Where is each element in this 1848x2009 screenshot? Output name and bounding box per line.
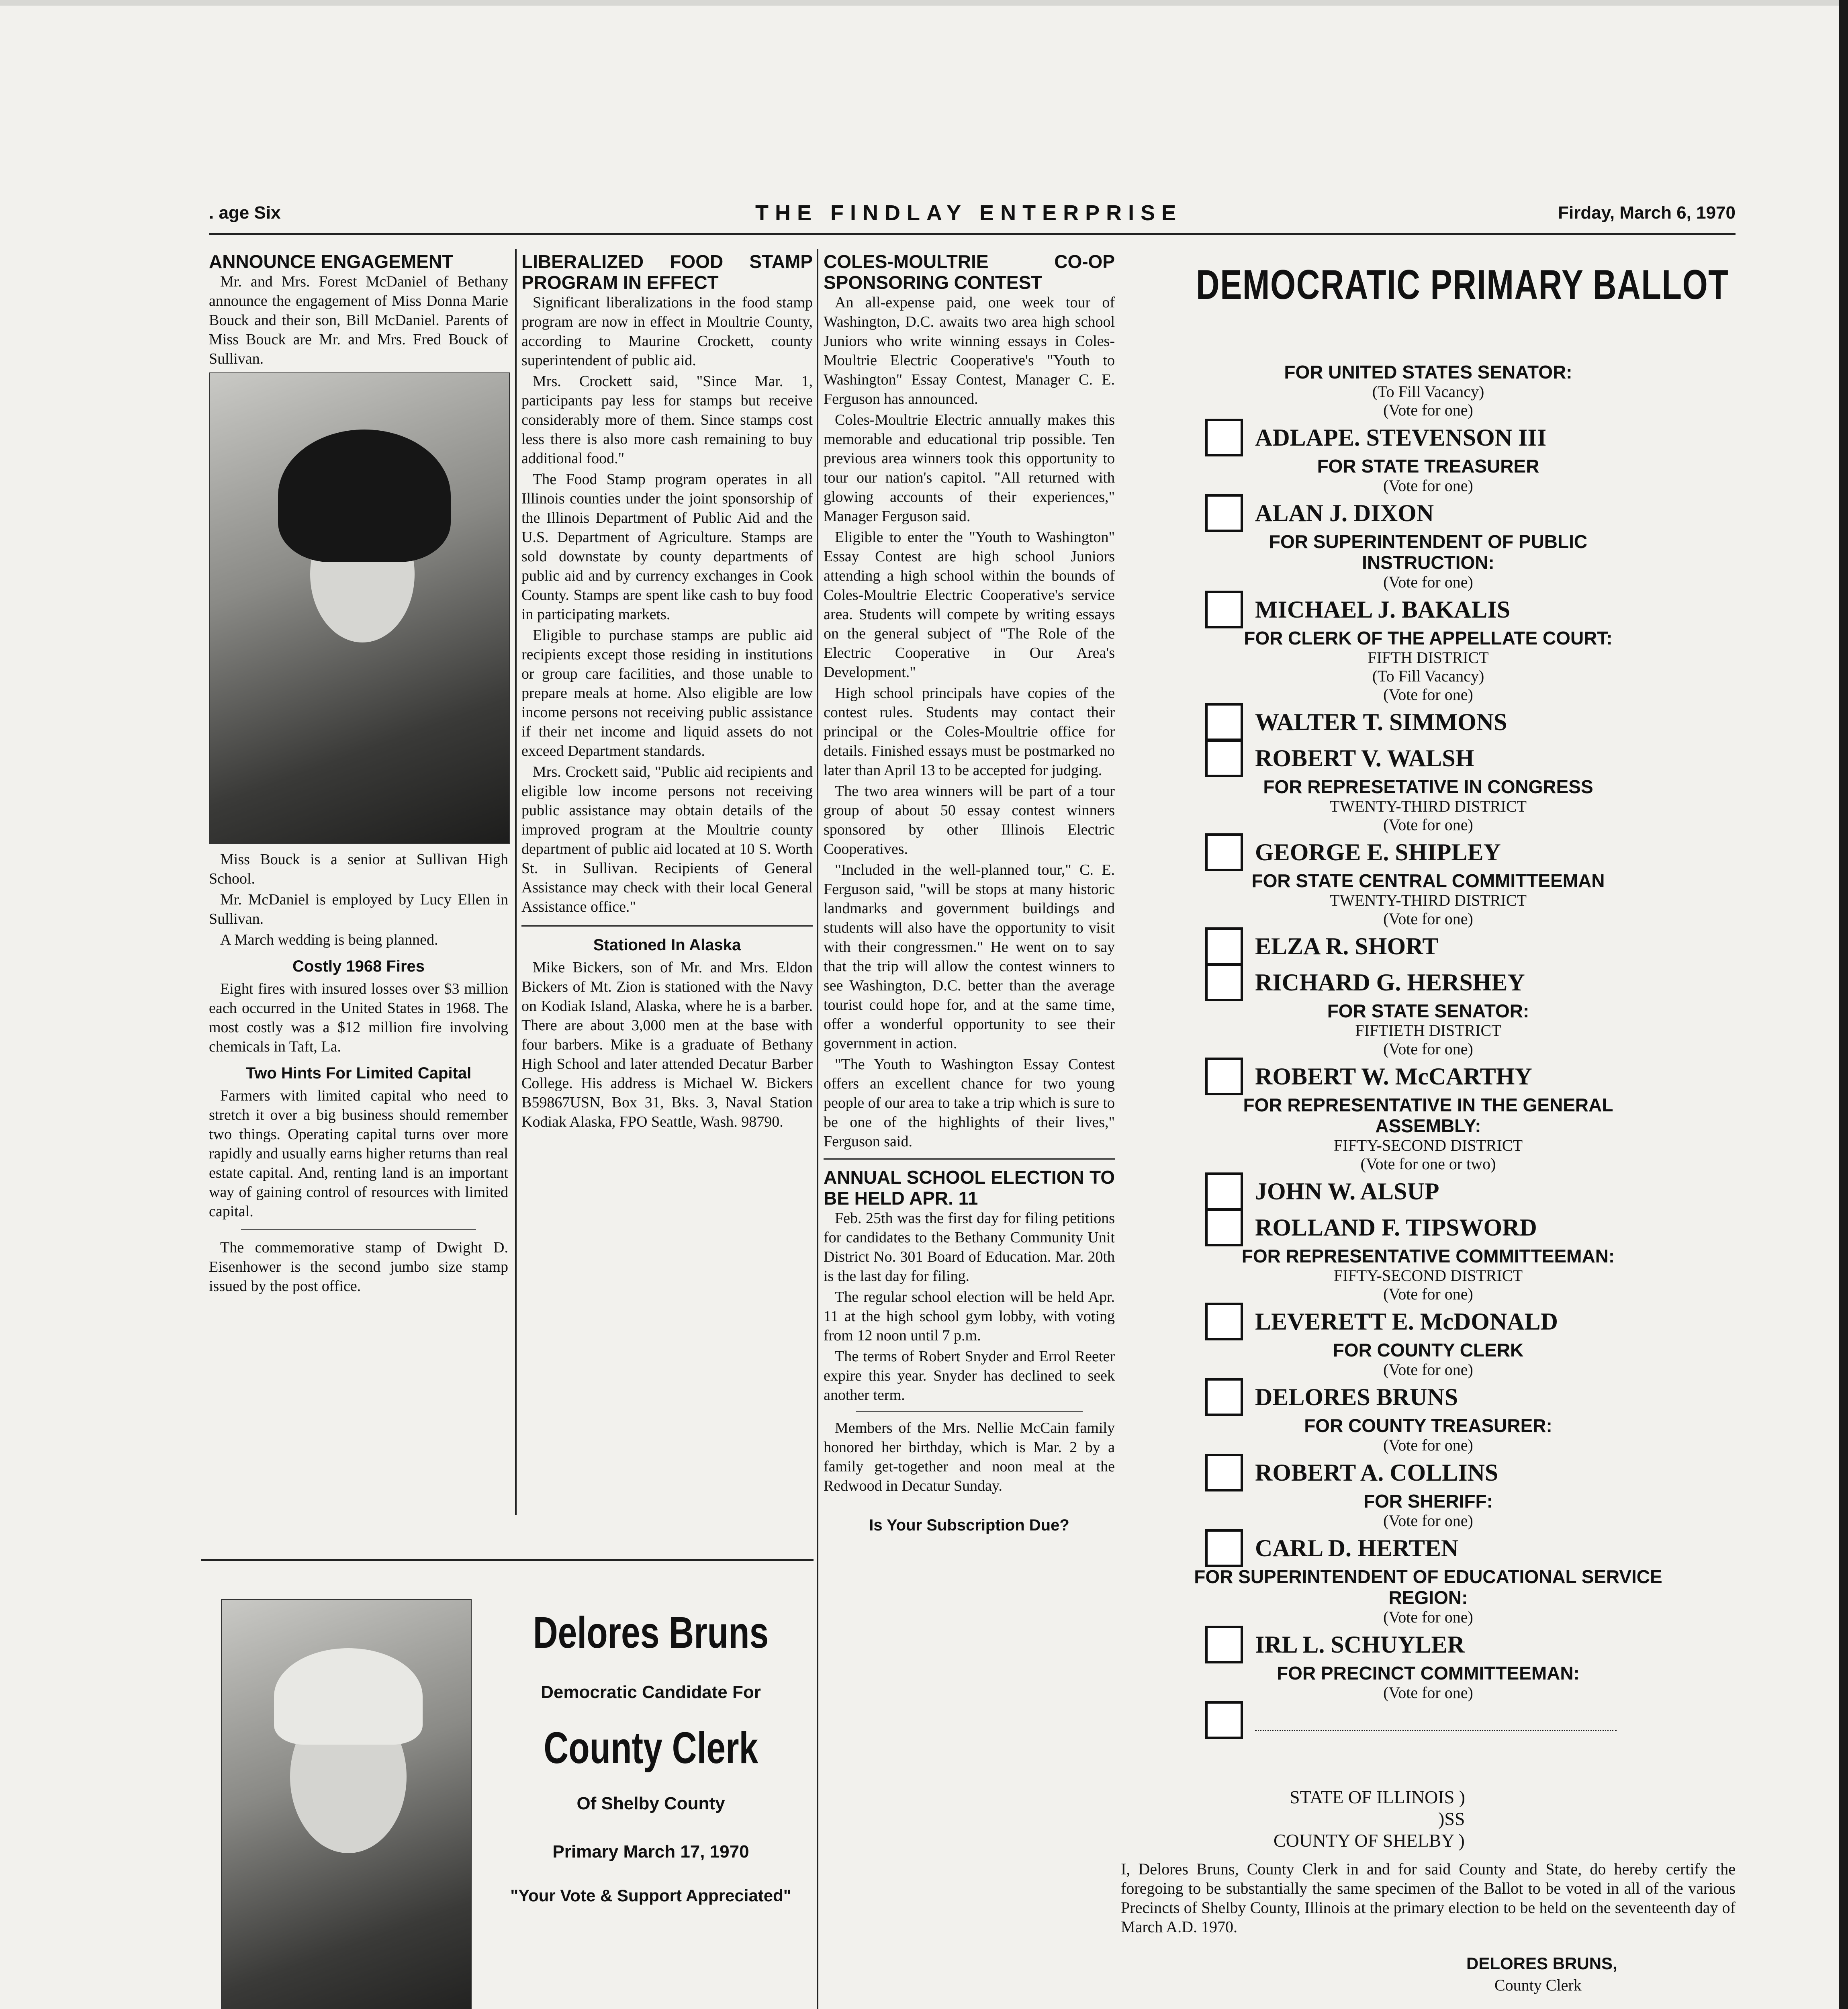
note-fiftysecond: FIFTY-SECOND DISTRICT [1333,1136,1523,1154]
vote-box[interactable] [1205,703,1243,741]
subscription-line: Is Your Subscription Due? [869,1516,1069,1534]
office-county-treasurer: FOR COUNTY TREASURER: [1304,1415,1552,1436]
cert-ss: )SS [1438,1809,1465,1829]
cand-dixon: ALAN J. DIXON [1205,495,1736,531]
note-vote-one: (Vote for one) [1383,1285,1473,1303]
food-p4: Eligible to purchase stamps are public aid recipients except those residing in institutions or group care facilities, and those unable to prepare meals at home. Also eligible are low income persons not receiving public assistance if their net income and liquid assets do not exceed Department standards. [521,627,813,759]
cand-alsup: JOHN W. ALSUP [1205,1173,1736,1209]
food-p5: Mrs. Crockett said, "Public aid recipients and eligible low income persons not receiving public assistance may obtain details of the improved program at the Moultrie county department of public aid located at 10 S. Worth St. in Sullivan. Recipients of General Assistance may check with their local General Assistance office." [521,763,813,915]
hints-p1: Farmers with limited capital who need to stretch it over a big business should remember two things. Operating capital turns over more rapidly and usually earns higher returns than real estate capital. And, renting land is an important way of gaining control of resources with limited capital. [209,1087,508,1220]
note-vote-one: (Vote for one) [1383,1436,1473,1454]
column-3 [824,251,1115,1538]
note-vote-one: (Vote for one) [1383,1040,1473,1058]
cand-bakalis: MICHAEL J. BAKALIS [1205,591,1736,628]
note-twentythird: TWENTY-THIRD DISTRICT [1330,797,1527,815]
school-p1: Feb. 25th was the first day for filing petitions for candidates to the Bethany Community Unit District No. 301 Board of Education. Mar. 20th is the last day for filing. [824,1210,1115,1285]
cand-stevenson: ADLAPE. STEVENSON III [1205,419,1736,456]
column-1 [209,251,508,1297]
school-p3: The terms of Robert Snyder and Errol Reeter expire this year. Snyder has declined to seek another term. [824,1348,1115,1403]
cand-walsh: ROBERT V. WALSH [1205,740,1736,776]
office-assembly: FOR REPRESENTATIVE IN THE GENERAL ASSEMBLY: [1243,1095,1613,1136]
coles-p3: Eligible to enter the "Youth to Washington" Essay Contest are high school Juniors attending a high school within the bounds of Coles-Moultrie Electric Cooperative's service area. Students will compete by writing essays on the general subject of "The Role of the Electric Cooperative in Our Area's Development." [824,529,1115,681]
cand-short: ELZA R. SHORT [1205,928,1736,964]
cert-signer: DELORES BRUNS, [1466,1954,1617,1973]
newspaper-name: THE FINDLAY ENTERPRISE [755,201,1183,225]
cand-simmons: WALTER T. SIMMONS [1205,704,1736,740]
office-county-clerk: FOR COUNTY CLERK [1333,1340,1524,1360]
school-headline: ANNUAL SCHOOL ELECTION TO BE HELD APR. 11 [824,1167,1115,1209]
ballot [1121,261,1736,1994]
office-us-senator: FOR UNITED STATES SENATOR: [1284,362,1572,383]
bruns-office: County Clerk [544,1723,758,1773]
note-fifth: FIFTH DISTRICT [1368,649,1489,667]
bruns-date: Primary March 17, 1970 [552,1842,749,1862]
mccain-divider [856,1411,1083,1412]
bruns-hair [274,1648,423,1745]
engagement-p2: Miss Bouck is a senior at Sullivan High School. [209,851,508,887]
vote-box[interactable] [1205,1172,1243,1210]
bruns-ad-top-rule [201,1559,814,1561]
cand-collins: ROBERT A. COLLINS [1205,1455,1736,1491]
rule-col1-col2 [515,249,517,1515]
cand-mcdonald: LEVERETT E. McDONALD [1205,1303,1736,1340]
office-ed-supt: FOR SUPERINTENDENT OF EDUCATIONAL SERVICE REGION: [1194,1566,1662,1608]
bruns-portrait [221,1599,472,2009]
vote-box[interactable] [1205,927,1243,965]
coles-p5: The two area winners will be part of a tour group of about 50 essay contest winners sponsored by other Illinois Electric Cooperatives. [824,783,1115,857]
hints-headline: Two Hints For Limited Capital [245,1064,472,1082]
school-divider [824,1158,1115,1160]
page-right-edge [1839,0,1848,2009]
alaska-headline: Stationed In Alaska [593,936,741,954]
bruns-name: Delores Bruns [533,1608,769,1657]
bruns-line1: Democratic Candidate For [541,1682,761,1702]
masthead-rule [209,233,1736,235]
office-rep-committee: FOR REPRESENTATIVE COMMITTEEMAN: [1241,1246,1615,1266]
writein-line[interactable] [1255,1710,1617,1731]
masthead [209,203,1736,231]
cert-state: STATE OF ILLINOIS ) [1290,1787,1466,1807]
fires-headline: Costly 1968 Fires [292,957,425,975]
fires-p1: Eight fires with insured losses over $3 million each occurred in the United States in 1968. The most costly was a $12 million fire involving chemicals in Taft, La. [209,980,508,1055]
cand-precinct-writein [1205,1702,1736,1738]
office-clerk-appellate: FOR CLERK OF THE APPELLATE COURT: [1244,628,1613,649]
vote-box[interactable] [1205,1378,1243,1416]
cand-shipley: GEORGE E. SHIPLEY [1205,834,1736,870]
note-vote-one: (Vote for one) [1383,910,1473,928]
cert-text: I, Delores Bruns, County Clerk in and for said County and State, do hereby certify the foregoing to be substantially the same specimen of the Ballot to be voted in all of the various Precincts of Shelby County, Illinois at the primary election to be held on the seventeenth day of March A.D. 1970. [1121,1860,1736,1936]
vote-box[interactable] [1205,1454,1243,1491]
note-vote-one-two: (Vote for one or two) [1360,1155,1496,1173]
vote-box[interactable] [1205,964,1243,1001]
food-p2: Mrs. Crockett said, "Since Mar. 1, participants pay less for stamps but receive considerably more of them. Since stamps cost less there is also more cash remaining to buy additional food." [521,373,813,467]
bruns-county: Of Shelby County [576,1794,725,1813]
school-p2: The regular school election will be held Apr. 11 at the high school gym lobby, with voting from 12 noon until 7 p.m. [824,1289,1115,1344]
engagement-p4: A March wedding is being planned. [220,931,438,948]
delores-bruns-ad [217,1591,812,2009]
food-headline: LIBERALIZED FOOD STAMP PROGRAM IN EFFECT [521,251,813,293]
cand-hershey: RICHARD G. HERSHEY [1205,964,1736,1000]
column-2 [521,251,813,1133]
office-precinct: FOR PRECINCT COMMITTEEMAN: [1277,1663,1580,1684]
alaska-p1: Mike Bickers, son of Mr. and Mrs. Eldon Bickers of Mt. Zion is stationed with the Navy on Kodiak Island, Alaska, where he is a barber. There are about 3,000 men at the base with four barbers. Mike is a graduate of Bethany High School and later attended Decatur Barber College. His address is Michael W. Bickers B59867USN, Box 31, Bks. 3, Naval Station Kodiak Alaska, FPO Seattle, Wash. 98790. [521,959,813,1130]
bruns-ad-text [490,1591,812,1905]
stamp-divider [241,1229,476,1230]
note-fiftysecond: FIFTY-SECOND DISTRICT [1333,1266,1523,1285]
page-number: . age Six [209,203,281,223]
coles-p4: High school principals have copies of the contest rules. Students may contact their principal or the Coles-Moultrie office for details. Finished essays must be postmarked no later than April 13 to be accepted for judging. [824,685,1115,779]
office-state-senator: FOR STATE SENATOR: [1327,1000,1529,1021]
engagement-p3: Mr. McDaniel is employed by Lucy Ellen in Sullivan. [209,891,508,927]
bouck-portrait [209,372,510,844]
vote-box[interactable] [1205,1058,1243,1095]
vote-box[interactable] [1205,494,1243,532]
office-supt-public: FOR SUPERINTENDENT OF PUBLIC INSTRUCTION: [1269,531,1588,573]
page-top-edge [0,0,1848,6]
bruns-slogan: "Your Vote & Support Appreciated" [510,1886,791,1905]
stamp-p1: The commemorative stamp of Dwight D. Eisenhower is the second jumbo size stamp issued by the post office. [209,1239,508,1295]
vote-box[interactable] [1205,1626,1243,1663]
certification [1121,1786,1736,1996]
vote-box[interactable] [1205,1529,1243,1567]
vote-box[interactable] [1205,1209,1243,1246]
portrait-hair [278,430,451,562]
food-p3: The Food Stamp program operates in all Illinois counties under the joint sponsorship of the Illinois Department of Public Aid and the U.S. Department of Agriculture. Stamps are sold downstate by county departments of public aid and by currency exchanges in Cook County. Stamps are spent like cash to buy food in participating markets. [521,471,813,623]
coles-p1: An all-expense paid, one week tour of Washington, D.C. awaits two area high school Juniors who write winning essays in Coles-Moultrie Electric Cooperative's "Youth to Washington" Essay Contest, Manager C. E. Ferguson has announced. [824,294,1115,407]
coles-p7: "The Youth to Washington Essay Contest offers an excellent chance for two young people of our area to take a trip which is sure to be one of the highlights of their lives," Ferguson said. [824,1056,1115,1150]
office-treasurer: FOR STATE TREASURER [1317,456,1539,477]
coles-headline: COLES-MOULTRIE CO-OP SPONSORING CONTEST [824,251,1115,293]
vote-box[interactable] [1205,1303,1243,1340]
food-p1: Significant liberalizations in the food stamp program are now in effect in Moultrie County, according to Maurine Crockett, county superintendent of public aid. [521,294,813,369]
note-vote-one: (Vote for one) [1383,477,1473,495]
cert-signer-title: County Clerk [1494,1976,1582,1994]
note-vote-one: (Vote for one) [1383,401,1473,419]
cand-tipsword: ROLLAND F. TIPSWORD [1205,1209,1736,1246]
note-vacancy: (To Fill Vacancy) [1372,383,1484,401]
note-twentythird: TWENTY-THIRD DISTRICT [1330,891,1527,909]
cand-bruns: DELORES BRUNS [1205,1379,1736,1415]
engagement-headline: ANNOUNCE ENGAGEMENT [209,251,454,272]
issue-date: Firday, March 6, 1970 [1558,203,1736,223]
engagement-p1: Mr. and Mrs. Forest McDaniel of Bethany announce the engagement of Miss Donna Marie Bouck and their son, Bill McDaniel. Parents of Miss Bouck are Mr. and Mrs. Fred Bouck of Sullivan. [209,273,508,367]
cand-herten: CARL D. HERTEN [1205,1530,1736,1566]
office-sheriff: FOR SHERIFF: [1364,1491,1493,1512]
ballot-body [1121,362,1736,1996]
rule-col2-col3 [817,249,818,2009]
office-congress: FOR REPRESETATIVE IN CONGRESS [1263,776,1593,797]
mccain-p1: Members of the Mrs. Nellie McCain family honored her birthday, which is Mar. 2 by a family get-together and noon meal at the Redwood in Decatur Sunday. [824,1420,1115,1494]
note-vote-one: (Vote for one) [1383,1684,1473,1702]
vote-box[interactable] [1205,1701,1243,1739]
ballot-title: DEMOCRATIC PRIMARY BALLOT [1196,262,1729,308]
cert-county: COUNTY OF SHELBY ) [1274,1830,1465,1851]
note-vote-one: (Vote for one) [1383,1608,1473,1626]
vote-box[interactable] [1205,419,1243,456]
note-vote-one: (Vote for one) [1383,685,1473,704]
note-fiftieth: FIFTIETH DISTRICT [1355,1021,1501,1039]
cand-schuyler: IRL L. SCHUYLER [1205,1626,1736,1663]
vote-box[interactable] [1205,833,1243,871]
office-central: FOR STATE CENTRAL COMMITTEEMAN [1251,870,1605,891]
note-vote-one: (Vote for one) [1383,1512,1473,1530]
vote-box[interactable] [1205,591,1243,628]
coles-p2: Coles-Moultrie Electric annually makes this memorable and educational trip possible. Ten previous area winners took this opportunity to tour our nation's capitol. "All returned with glowing accounts of their experiences," Manager Ferguson said. [824,411,1115,525]
note-vote-one: (Vote for one) [1383,816,1473,834]
coles-p6: "Included in the well-planned tour," C. E. Ferguson said, "will be stops at many historic landmarks and government buildings and students will also have the opportunity to visit with their congressmen." He went on to say that the trip will allow the contest winners to see Washington, D.C. better than the average tourist could hope for, and at the same time, offer a wonderful opportunity to see their government in action. [824,861,1115,1052]
note-vacancy: (To Fill Vacancy) [1372,667,1484,685]
alaska-divider [521,925,813,927]
note-vote-one: (Vote for one) [1383,573,1473,591]
cand-mccarthy: ROBERT W. McCARTHY [1205,1058,1736,1095]
vote-box[interactable] [1205,739,1243,777]
note-vote-one: (Vote for one) [1383,1360,1473,1379]
